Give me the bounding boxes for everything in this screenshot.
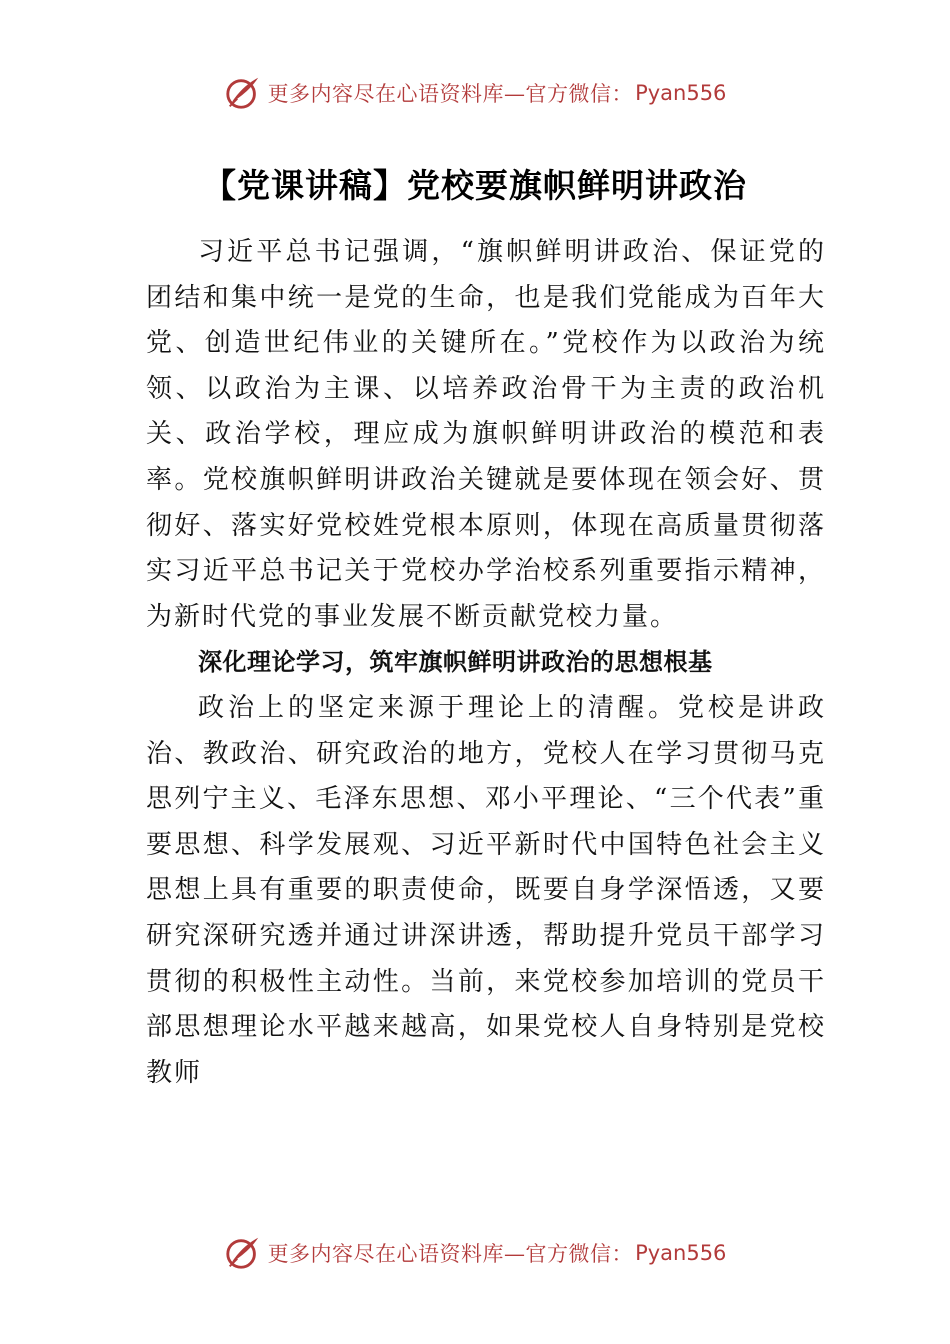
header-watermark: [0, 68, 950, 118]
watermark-wechat-id: Pyan556: [635, 1241, 727, 1265]
intro-paragraph: 习近平总书记强调，“旗帜鲜明讲政治、保证党的团结和集中统一是党的生命，也是我们党能成为百年大党、创造世纪伟业的关键所在。”党校作为以政治为统领、以政治为主课、以培养政治骨干为主责的政治机关、政治学校，理应成为旗帜鲜明讲政治的模范和表率。党校旗帜鲜明讲政治关键就是要体现在领会好、贯彻好、落实好党校姓党根本原则，体现在高质量贯彻落实习近平总书记关于党校办学治校系列重要指示精神，为新时代党的事业发展不断贡献党校力量。: [146, 237, 826, 632]
document-body: [146, 230, 826, 1096]
footer-watermark: [0, 1228, 950, 1278]
watermark-text: 更多内容尽在心语资料库—官方微信：: [267, 1242, 634, 1266]
watermark-text: 更多内容尽在心语资料库—官方微信：: [267, 82, 634, 106]
document-title: 【党课讲稿】党校要旗帜鲜明讲政治: [203, 166, 747, 205]
section-paragraph: 政治上的坚定来源于理论上的清醒。党校是讲政治、教政治、研究政治的地方，党校人在学习贯彻马克思列宁主义、毛泽东思想、邓小平理论、“三个代表”重要思想、科学发展观、习近平新时代中国特色社会主义思想上具有重要的职责使命，既要自身学深悟透，又要研究深研究透并通过讲深讲透，帮助提升党员干部学习贯彻的积极性主动性。当前，来党校参加培训的党员干部思想理论水平越来越高，如果党校人自身特别是党校教师: [146, 692, 826, 1088]
watermark-wechat-id: Pyan556: [635, 81, 727, 105]
section-heading: 深化理论学习，筑牢旗帜鲜明讲政治的思想根基: [198, 648, 713, 677]
quill-logo-icon: [224, 1234, 262, 1272]
quill-logo-icon: [224, 74, 262, 112]
